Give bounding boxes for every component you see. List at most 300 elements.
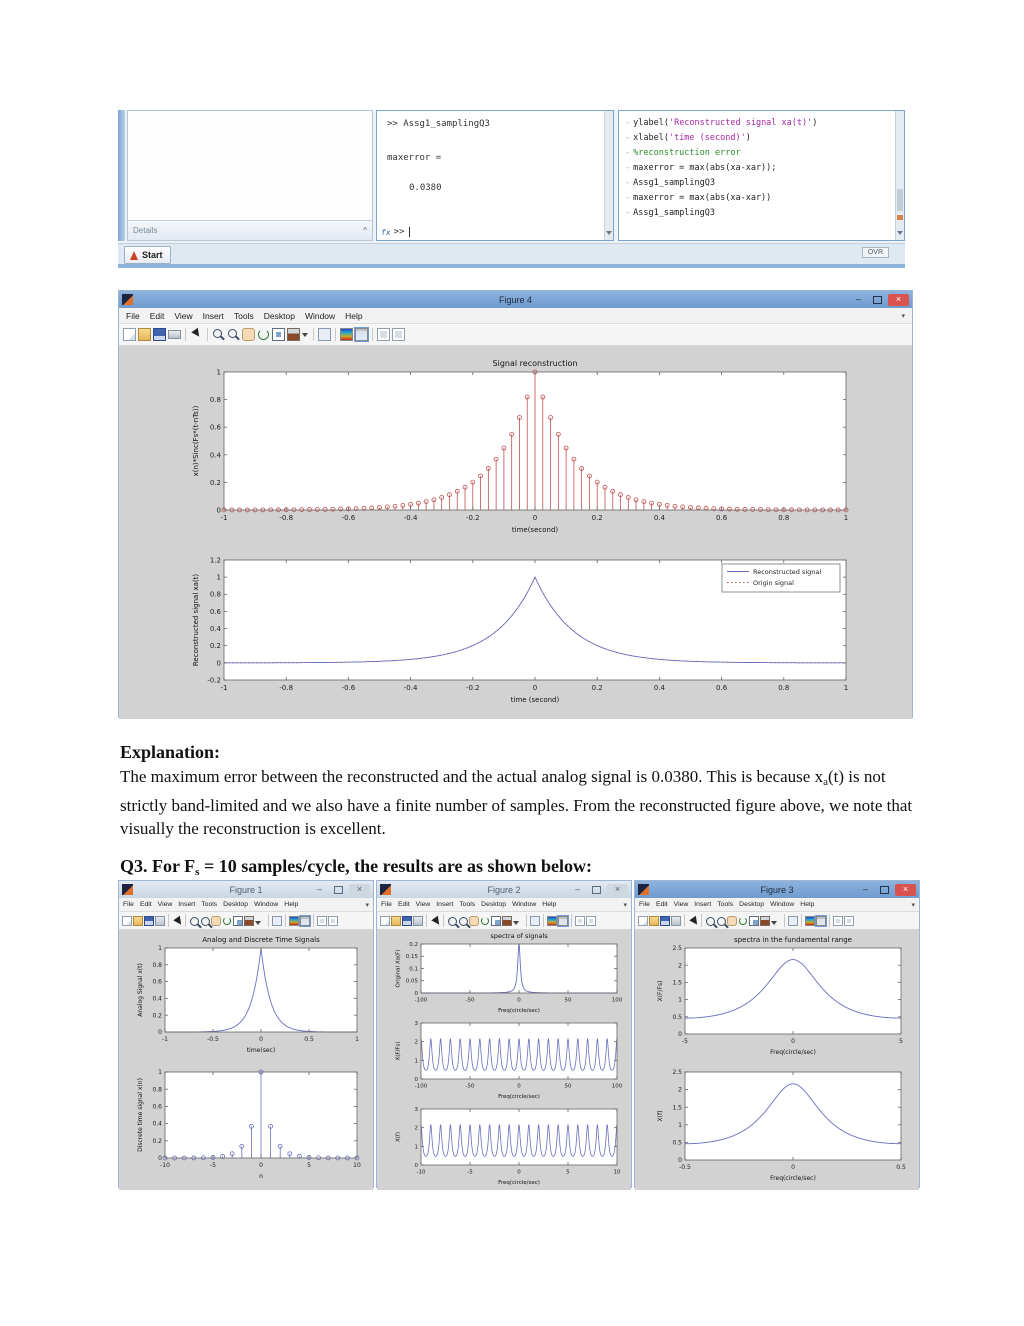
svg-text:-1: -1 xyxy=(162,1036,168,1043)
svg-text:Freq(circle/sec): Freq(circle/sec) xyxy=(498,1094,540,1100)
q3-text: = 10 samples/cycle, the results are as shown below: xyxy=(199,856,593,876)
svg-text:Analog Signal x(t): Analog Signal x(t) xyxy=(137,963,144,1017)
explanation-section xyxy=(120,742,916,878)
svg-text:1: 1 xyxy=(158,1069,162,1077)
toolbar-separator xyxy=(426,914,427,927)
svg-text:1: 1 xyxy=(216,368,221,377)
code-segment: Assg1_samplingQ3 xyxy=(633,178,716,188)
svg-text:spectra in the fundamental ran: spectra in the fundamental range xyxy=(734,936,852,944)
undock-icon[interactable] xyxy=(844,916,854,926)
toolbar-separator xyxy=(784,914,785,927)
analog-spectrum-chart xyxy=(377,930,631,1017)
figure1-menubar xyxy=(119,898,373,912)
svg-text:spectra of signals: spectra of signals xyxy=(490,932,548,940)
svg-text:0.5: 0.5 xyxy=(672,1013,682,1021)
svg-text:0.8: 0.8 xyxy=(778,684,790,692)
brush-icon[interactable] xyxy=(502,916,512,926)
svg-text:0: 0 xyxy=(259,1036,263,1043)
zoom-in-icon[interactable] xyxy=(447,916,457,926)
figure3-titlebar[interactable] xyxy=(635,881,919,898)
figure4-titlebar[interactable] xyxy=(119,291,912,308)
brush-icon[interactable] xyxy=(287,328,300,341)
link-icon[interactable] xyxy=(530,916,540,926)
menu-tools[interactable]: Tools xyxy=(233,310,254,321)
menu-help[interactable]: Help xyxy=(284,901,299,908)
svg-text:-5: -5 xyxy=(210,1162,216,1169)
maximize-button[interactable] xyxy=(869,294,886,306)
cursor-icon[interactable] xyxy=(190,328,203,341)
menu-help[interactable]: Help xyxy=(800,901,815,908)
sampled-spectrum-chart xyxy=(377,1017,631,1103)
details-label: Details xyxy=(133,226,158,235)
menu-tools[interactable]: Tools xyxy=(201,901,218,908)
svg-text:0: 0 xyxy=(158,1029,162,1037)
figure2-titlebar[interactable] xyxy=(377,881,631,898)
figure4-canvas xyxy=(119,346,912,719)
svg-text:100: 100 xyxy=(611,1083,623,1090)
minimize-button[interactable]: – xyxy=(862,884,868,894)
menu-view[interactable]: View xyxy=(157,901,173,908)
close-button[interactable]: × xyxy=(888,294,909,306)
svg-text:1: 1 xyxy=(843,684,849,692)
svg-text:10: 10 xyxy=(353,1162,361,1169)
menu-insert[interactable]: Insert xyxy=(694,901,712,908)
signal-reconstruction-stem-chart xyxy=(119,346,914,546)
menu-desktop[interactable]: Desktop xyxy=(263,310,295,321)
menu-view[interactable]: View xyxy=(673,901,689,908)
dock-icon[interactable] xyxy=(317,916,327,926)
svg-text:-0.6: -0.6 xyxy=(341,684,356,692)
svg-text:0.4: 0.4 xyxy=(152,1120,162,1128)
save-icon[interactable] xyxy=(153,328,166,341)
save-icon[interactable] xyxy=(402,916,412,926)
toolbar-separator xyxy=(313,914,314,927)
figure2-canvas xyxy=(377,930,631,1190)
cursor-icon[interactable] xyxy=(172,916,182,926)
svg-text:0.6: 0.6 xyxy=(152,1103,162,1111)
fold-marker: - xyxy=(625,178,631,188)
figure2-menubar xyxy=(377,898,631,912)
new-icon[interactable] xyxy=(638,916,648,926)
menu-overflow-icon[interactable]: ▾ xyxy=(365,901,369,909)
colorbar-icon[interactable] xyxy=(547,916,557,926)
subscript-s: s xyxy=(195,866,200,878)
menu-window[interactable]: Window xyxy=(304,310,336,321)
restore-icon xyxy=(592,886,601,894)
menu-insert[interactable]: Insert xyxy=(178,901,196,908)
link-icon[interactable] xyxy=(318,328,331,341)
svg-text:0.5: 0.5 xyxy=(896,1164,906,1171)
scroll-thumb[interactable] xyxy=(897,189,903,211)
menu-overflow-icon[interactable]: ▾ xyxy=(901,312,905,320)
svg-text:n: n xyxy=(259,1173,263,1180)
brush-icon[interactable] xyxy=(760,916,770,926)
text-caret xyxy=(409,227,410,237)
rotate-icon[interactable] xyxy=(222,916,232,926)
svg-text:0: 0 xyxy=(216,506,221,515)
svg-text:0: 0 xyxy=(791,1038,795,1045)
toolbar-separator xyxy=(543,914,544,927)
svg-text:-0.4: -0.4 xyxy=(403,684,418,692)
menu-view[interactable]: View xyxy=(174,310,193,321)
code-segment: 'time (second)' xyxy=(668,133,746,143)
svg-text:0: 0 xyxy=(678,1031,682,1039)
svg-text:Freq(circle/sec): Freq(circle/sec) xyxy=(498,1180,540,1186)
pan-icon[interactable] xyxy=(211,916,221,926)
save-icon[interactable] xyxy=(660,916,670,926)
menu-tools[interactable]: Tools xyxy=(717,901,734,908)
svg-text:5: 5 xyxy=(566,1169,570,1176)
svg-text:1.2: 1.2 xyxy=(209,556,221,565)
open-icon[interactable] xyxy=(391,916,401,926)
figure3-menubar xyxy=(635,898,919,912)
menu-file[interactable]: File xyxy=(381,901,392,908)
prompt-chevrons: >> xyxy=(393,227,405,237)
svg-text:Signal reconstruction: Signal reconstruction xyxy=(492,359,578,368)
brush-icon[interactable] xyxy=(244,916,254,926)
figure3-window xyxy=(634,880,920,1188)
code-segment: Assg1_samplingQ3 xyxy=(633,208,716,218)
menu-file[interactable]: File xyxy=(126,310,140,321)
minimize-button[interactable]: – xyxy=(574,884,580,894)
svg-text:Reconstructed signal xa(t): Reconstructed signal xa(t) xyxy=(192,573,200,667)
svg-text:2.5: 2.5 xyxy=(672,945,682,953)
cursor-icon[interactable] xyxy=(688,916,698,926)
menu-overflow-icon[interactable]: ▾ xyxy=(911,901,915,909)
svg-text:X(F/Fs): X(F/Fs) xyxy=(395,1041,402,1061)
toolbar-separator xyxy=(684,914,685,927)
svg-text:50: 50 xyxy=(564,1083,572,1090)
code-segment: xlabel( xyxy=(633,133,669,143)
svg-text:Discrete time signal x(n): Discrete time signal x(n) xyxy=(137,1078,144,1152)
command-scrollbar[interactable] xyxy=(604,111,613,240)
svg-text:0.6: 0.6 xyxy=(716,684,728,692)
svg-text:2: 2 xyxy=(678,962,682,970)
colorbar-icon[interactable] xyxy=(805,916,815,926)
svg-text:0.2: 0.2 xyxy=(152,1137,162,1145)
svg-text:time(sec): time(sec) xyxy=(246,1047,276,1054)
dock-icon[interactable] xyxy=(377,328,390,341)
svg-text:-0.5: -0.5 xyxy=(679,1164,691,1171)
zoom-out-icon[interactable] xyxy=(458,916,468,926)
svg-text:0.8: 0.8 xyxy=(152,961,162,969)
svg-text:1.5: 1.5 xyxy=(672,979,682,987)
datacursor-icon[interactable] xyxy=(749,916,759,926)
command-prompt[interactable] xyxy=(381,227,410,237)
svg-text:0: 0 xyxy=(414,990,418,997)
overwrite-indicator: OVR xyxy=(862,247,889,258)
svg-text:-0.8: -0.8 xyxy=(279,514,294,522)
menu-file[interactable]: File xyxy=(123,901,134,908)
legend-icon[interactable] xyxy=(558,916,568,926)
toolbar-separator xyxy=(207,328,208,341)
explanation-text: (t) is not strictly band-limited and we also have a finite number of samples. From the reconstructed figure above, we note that visually the reconstruction is excellent. xyxy=(120,767,913,838)
legend-icon[interactable] xyxy=(355,328,368,341)
figure4-window xyxy=(118,290,913,718)
menu-file[interactable]: File xyxy=(639,901,650,908)
svg-text:0: 0 xyxy=(678,1157,682,1165)
datacursor-icon[interactable] xyxy=(272,328,285,341)
svg-text:x(n)*Sinc(Fs*(t-nTs)): x(n)*Sinc(Fs*(t-nTs)) xyxy=(192,405,200,477)
svg-text:0: 0 xyxy=(414,1076,418,1083)
svg-text:0.8: 0.8 xyxy=(209,590,221,599)
rotate-icon[interactable] xyxy=(257,328,270,341)
undock-icon[interactable] xyxy=(586,916,596,926)
colorbar-icon[interactable] xyxy=(340,328,353,341)
svg-text:-0.2: -0.2 xyxy=(207,676,221,685)
menu-insert[interactable]: Insert xyxy=(202,310,224,321)
svg-text:0: 0 xyxy=(414,1162,418,1169)
modified-line-marker xyxy=(897,215,903,220)
figure4-menubar xyxy=(119,308,912,324)
toolbar-separator xyxy=(285,914,286,927)
dock-icon[interactable] xyxy=(575,916,585,926)
new-icon[interactable] xyxy=(123,328,136,341)
toolbar-separator xyxy=(829,914,830,927)
close-button[interactable]: × xyxy=(349,884,370,896)
svg-text:0: 0 xyxy=(216,659,221,668)
svg-text:-0.8: -0.8 xyxy=(279,684,294,692)
current-folder-panel xyxy=(127,110,373,241)
editor-window[interactable] xyxy=(618,110,905,241)
maximize-button[interactable] xyxy=(330,884,347,896)
undock-icon[interactable] xyxy=(392,328,405,341)
collapse-chevron-icon[interactable]: ^ xyxy=(363,226,367,235)
open-icon[interactable] xyxy=(133,916,143,926)
svg-text:50: 50 xyxy=(564,997,572,1004)
svg-text:-50: -50 xyxy=(465,997,475,1004)
fold-marker: - xyxy=(625,118,631,128)
desktop-status-bar xyxy=(118,243,905,265)
maximize-button[interactable] xyxy=(876,884,893,896)
print-icon[interactable] xyxy=(413,916,423,926)
toolbar-separator xyxy=(168,914,169,927)
toolbar-separator xyxy=(313,328,314,341)
window-title: Figure 3 xyxy=(760,884,794,895)
start-label: Start xyxy=(142,250,163,260)
svg-text:0.2: 0.2 xyxy=(209,642,221,651)
figure4-toolbar xyxy=(119,324,912,346)
new-icon[interactable] xyxy=(122,916,132,926)
caret-icon[interactable] xyxy=(513,916,523,926)
menu-insert[interactable]: Insert xyxy=(436,901,454,908)
toolbar-separator xyxy=(571,914,572,927)
svg-text:1.5: 1.5 xyxy=(672,1104,682,1112)
svg-text:0: 0 xyxy=(517,997,521,1004)
minimize-button[interactable]: – xyxy=(855,294,861,304)
svg-text:0.2: 0.2 xyxy=(591,514,603,522)
print-icon[interactable] xyxy=(155,916,165,926)
svg-text:2: 2 xyxy=(414,1125,418,1132)
svg-text:time(second): time(second) xyxy=(511,526,559,534)
restore-icon xyxy=(873,296,882,304)
svg-text:-5: -5 xyxy=(682,1038,688,1045)
editor-code xyxy=(619,111,904,221)
svg-text:0.5: 0.5 xyxy=(672,1139,682,1147)
command-output: 0.0380 xyxy=(409,183,442,193)
figure1-titlebar[interactable] xyxy=(119,881,373,898)
svg-text:-100: -100 xyxy=(414,1083,428,1090)
zoom-in-icon[interactable] xyxy=(212,328,225,341)
svg-text:0: 0 xyxy=(517,1083,521,1090)
colorbar-icon[interactable] xyxy=(289,916,299,926)
svg-text:5: 5 xyxy=(899,1038,903,1045)
command-window[interactable] xyxy=(376,110,614,241)
link-icon[interactable] xyxy=(272,916,282,926)
start-button[interactable] xyxy=(124,246,171,264)
cursor-icon[interactable] xyxy=(430,916,440,926)
svg-text:0.6: 0.6 xyxy=(209,607,221,616)
svg-text:1: 1 xyxy=(843,514,849,522)
menu-window[interactable]: Window xyxy=(254,901,279,908)
window-bottom-edge xyxy=(118,264,905,268)
svg-text:0.6: 0.6 xyxy=(209,423,221,432)
datacursor-icon[interactable] xyxy=(491,916,501,926)
svg-text:1: 1 xyxy=(158,945,162,953)
svg-text:1: 1 xyxy=(678,1121,682,1129)
svg-text:X(f): X(f) xyxy=(395,1132,402,1142)
fx-icon: fx xyxy=(381,227,391,237)
menu-desktop[interactable]: Desktop xyxy=(223,901,249,908)
code-segment: 'Reconstructed signal xa(t)' xyxy=(668,118,813,128)
svg-text:1: 1 xyxy=(355,1036,359,1043)
menu-edit[interactable]: Edit xyxy=(149,310,165,321)
analog-signal-chart xyxy=(119,930,373,1058)
menu-edit[interactable]: Edit xyxy=(397,901,410,908)
matlab-logo-icon xyxy=(130,251,138,260)
caret-icon[interactable] xyxy=(771,916,781,926)
normalized-spectrum-chart xyxy=(377,1103,631,1189)
svg-text:0.4: 0.4 xyxy=(209,451,221,460)
minimize-button[interactable]: – xyxy=(316,884,322,894)
svg-text:3: 3 xyxy=(414,1020,418,1027)
code-segment: maxerror = max(abs(xa-xar)) xyxy=(633,193,772,203)
svg-text:-50: -50 xyxy=(465,1083,475,1090)
caret-icon[interactable] xyxy=(302,328,309,341)
svg-text:Analog and Discrete Time Signa: Analog and Discrete Time Signals xyxy=(202,936,320,944)
pan-icon[interactable] xyxy=(469,916,479,926)
zoom-in-icon[interactable] xyxy=(189,916,199,926)
menu-view[interactable]: View xyxy=(415,901,431,908)
save-icon[interactable] xyxy=(144,916,154,926)
new-icon[interactable] xyxy=(380,916,390,926)
zoom-out-icon[interactable] xyxy=(716,916,726,926)
print-icon[interactable] xyxy=(671,916,681,926)
subscript-a: a xyxy=(823,776,828,788)
open-icon[interactable] xyxy=(649,916,659,926)
figure1-window xyxy=(118,880,374,1188)
menu-help[interactable]: Help xyxy=(542,901,557,908)
code-segment: ylabel( xyxy=(633,118,669,128)
svg-text:X(F/Fs): X(F/Fs) xyxy=(657,980,664,1002)
print-icon[interactable] xyxy=(168,330,181,339)
svg-text:-10: -10 xyxy=(160,1162,170,1169)
legend-icon[interactable] xyxy=(300,916,310,926)
svg-text:0.4: 0.4 xyxy=(653,684,665,692)
restore-icon xyxy=(880,886,889,894)
svg-text:0: 0 xyxy=(791,1164,795,1171)
svg-text:0.8: 0.8 xyxy=(152,1086,162,1094)
menu-desktop[interactable]: Desktop xyxy=(481,901,507,908)
svg-text:100: 100 xyxy=(611,997,623,1004)
svg-text:1: 1 xyxy=(216,573,221,582)
svg-text:-0.6: -0.6 xyxy=(341,514,356,522)
rotate-icon[interactable] xyxy=(480,916,490,926)
menu-desktop[interactable]: Desktop xyxy=(739,901,765,908)
maximize-button[interactable] xyxy=(588,884,605,896)
menu-tools[interactable]: Tools xyxy=(459,901,476,908)
fold-marker: - xyxy=(625,148,631,158)
svg-text:0.2: 0.2 xyxy=(152,1012,162,1020)
pan-icon[interactable] xyxy=(242,328,255,341)
svg-text:Freq(circle/sec): Freq(circle/sec) xyxy=(770,1049,816,1056)
svg-text:Reconstructed signal: Reconstructed signal xyxy=(753,568,822,576)
svg-text:0.2: 0.2 xyxy=(209,478,221,487)
svg-text:Original Xa(F): Original Xa(F) xyxy=(395,949,402,988)
svg-text:0.4: 0.4 xyxy=(152,995,162,1003)
discrete-signal-stem-chart xyxy=(119,1058,373,1186)
toolbar-separator xyxy=(372,328,373,341)
toolbar-separator xyxy=(526,914,527,927)
details-bar[interactable] xyxy=(128,220,372,240)
svg-text:5: 5 xyxy=(307,1162,311,1169)
svg-text:-0.2: -0.2 xyxy=(465,514,480,522)
menu-window[interactable]: Window xyxy=(512,901,537,908)
svg-text:0: 0 xyxy=(517,1169,521,1176)
menu-overflow-icon[interactable]: ▾ xyxy=(623,901,627,909)
svg-text:0.2: 0.2 xyxy=(591,684,603,692)
editor-scrollbar[interactable] xyxy=(895,111,904,240)
caret-icon[interactable] xyxy=(255,916,265,926)
fold-marker: - xyxy=(625,163,631,173)
close-button[interactable]: × xyxy=(895,884,916,896)
svg-text:0.6: 0.6 xyxy=(152,978,162,986)
zoom-out-icon[interactable] xyxy=(227,328,240,341)
svg-text:-0.4: -0.4 xyxy=(403,514,418,522)
code-segment: ) xyxy=(812,118,818,128)
svg-text:-0.2: -0.2 xyxy=(465,684,480,692)
zoom-in-icon[interactable] xyxy=(705,916,715,926)
zoom-out-icon[interactable] xyxy=(200,916,210,926)
menu-window[interactable]: Window xyxy=(770,901,795,908)
svg-text:0.4: 0.4 xyxy=(209,625,221,634)
dock-icon[interactable] xyxy=(833,916,843,926)
pan-icon[interactable] xyxy=(727,916,737,926)
code-segment: %reconstruction error xyxy=(633,148,741,158)
rotate-icon[interactable] xyxy=(738,916,748,926)
svg-text:1: 1 xyxy=(414,1144,418,1151)
open-icon[interactable] xyxy=(138,328,151,341)
svg-text:2.5: 2.5 xyxy=(672,1069,682,1077)
svg-text:3: 3 xyxy=(414,1106,418,1113)
svg-text:1: 1 xyxy=(678,996,682,1004)
figure2-toolbar xyxy=(377,912,631,930)
svg-text:-100: -100 xyxy=(414,997,428,1004)
menu-help[interactable]: Help xyxy=(345,310,363,321)
svg-text:0: 0 xyxy=(259,1162,263,1169)
menu-edit[interactable]: Edit xyxy=(139,901,152,908)
close-button[interactable]: × xyxy=(607,884,628,896)
datacursor-icon[interactable] xyxy=(233,916,243,926)
menu-edit[interactable]: Edit xyxy=(655,901,668,908)
undock-icon[interactable] xyxy=(328,916,338,926)
q3-text: Q3. For F xyxy=(120,856,196,876)
legend-icon[interactable] xyxy=(816,916,826,926)
fold-marker: - xyxy=(625,133,631,143)
link-icon[interactable] xyxy=(788,916,798,926)
svg-text:time (second): time (second) xyxy=(510,696,560,704)
q3-heading xyxy=(120,856,916,878)
